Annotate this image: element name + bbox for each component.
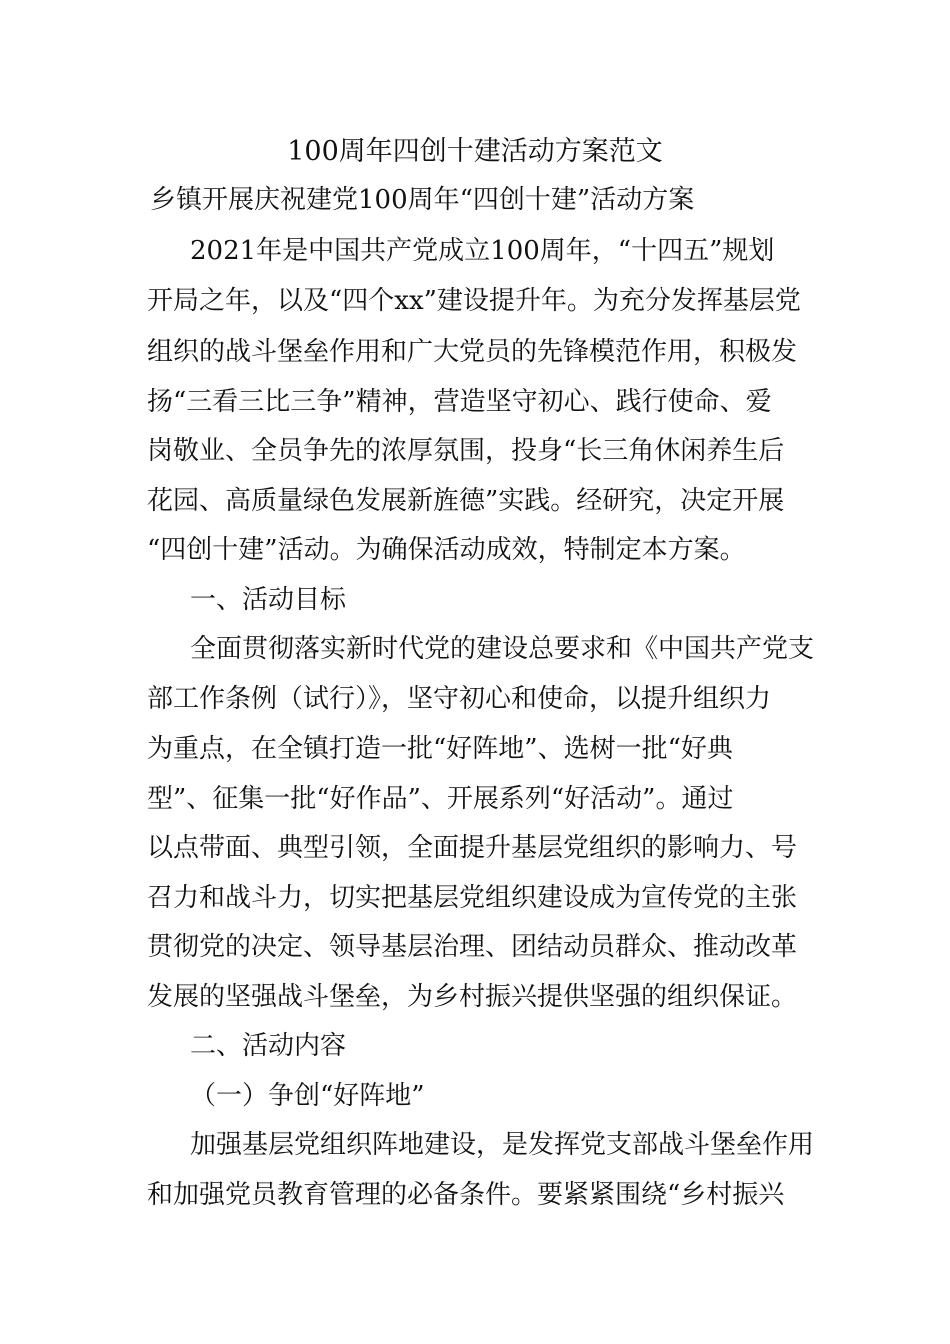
paragraph-line: 型”、征集一批“好作品”、开展系列“好活动”。通过 xyxy=(147,784,734,814)
paragraph-line: 扬“三看三比三争”精神，营造坚守初心、践行使命、爱 xyxy=(147,387,772,417)
paragraph-line: 加强基层党组织阵地建设，是发挥党支部战斗堡垒作用 xyxy=(190,1130,815,1160)
paragraph-line: 为重点，在全镇打造一批“好阵地”、选树一批“好典 xyxy=(147,734,733,764)
paragraph-line: 召力和战斗力，切实把基层党组织建设成为宣传党的主张 xyxy=(147,883,798,913)
paragraph-line: 以点带面、典型引领，全面提升基层党组织的影响力、号 xyxy=(147,833,798,863)
paragraph-line: 全面贯彻落实新时代党的建设总要求和《中国共产党支 xyxy=(190,634,815,664)
paragraph-line: 和加强党员教育管理的必备条件。要紧紧围绕“乡村振兴 xyxy=(147,1180,785,1210)
paragraph-line: 岗敬业、全员争先的浓厚氛围，投身“长三角休闲养生后 xyxy=(147,436,785,466)
subsection-heading: （一）争创“好阵地” xyxy=(190,1081,425,1111)
document-subtitle: 乡镇开展庆祝建党100周年“四创十建”活动方案 xyxy=(150,185,695,215)
section-heading: 二、活动内容 xyxy=(190,1031,347,1061)
paragraph-line: 发展的坚强战斗堡垒，为乡村振兴提供坚强的组织保证。 xyxy=(147,982,798,1012)
paragraph-line: 2021年是中国共产党成立100周年，“十四五”规划 xyxy=(190,236,775,266)
paragraph-line: 花园、高质量绿色发展新旌德”实践。经研究，决定开展 xyxy=(147,486,785,516)
paragraph-line: 部工作条例（试行）》，坚守初心和使命，以提升组织力 xyxy=(147,684,772,714)
paragraph-line: 开局之年，以及“四个xx”建设提升年。为充分发挥基层党 xyxy=(147,286,801,316)
paragraph-line: “四创十建”活动。为确保活动成效，特制定本方案。 xyxy=(147,535,746,565)
document-title: 100周年四创十建活动方案范文 xyxy=(287,136,663,167)
paragraph-line: 贯彻党的决定、领导基层治理、团结动员群众、推动改革 xyxy=(147,932,798,962)
section-heading: 一、活动目标 xyxy=(190,585,347,615)
paragraph-line: 组织的战斗堡垒作用和广大党员的先锋模范作用，积极发 xyxy=(147,337,798,367)
